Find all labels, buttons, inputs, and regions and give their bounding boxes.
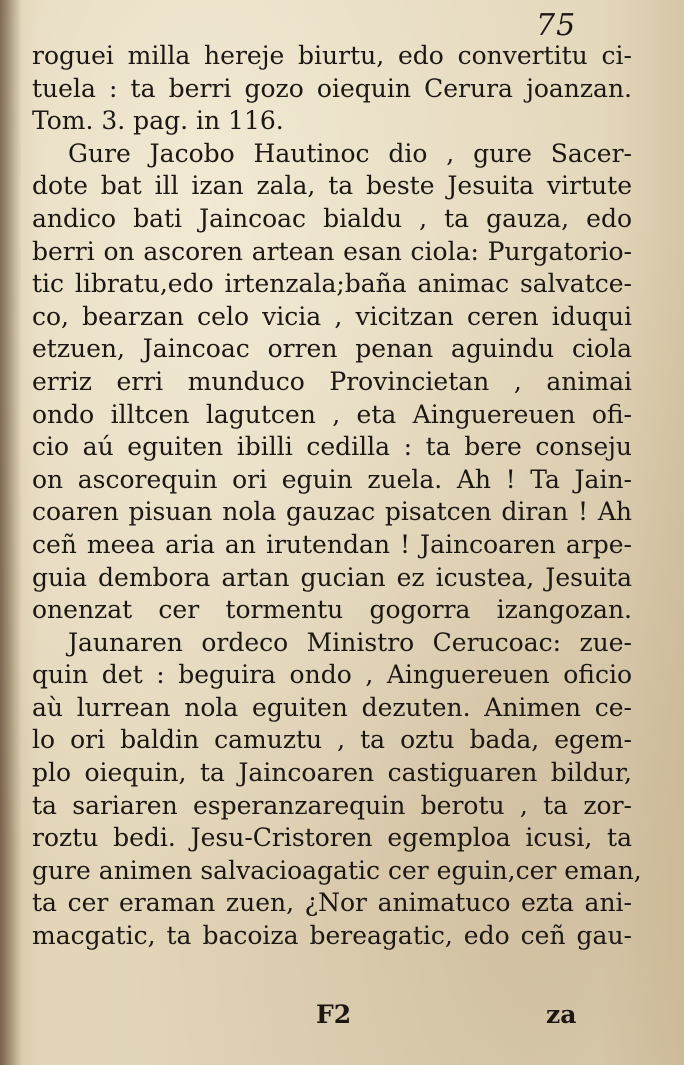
text-line: erriz erri munduco Provincietan , animai xyxy=(32,366,632,396)
text-line: andico bati Jaincoac bialdu , ta gauza, edo xyxy=(32,203,632,233)
page-number: 75 xyxy=(536,8,577,43)
text-line: quin det : beguira ondo , Ainguereuen oficio xyxy=(32,660,632,690)
text-line: cio aú eguiten ibilli cedilla : ta bere conseju xyxy=(32,432,632,462)
text-line: gure animen salvacioagatic cer eguin,cer eman, xyxy=(32,855,642,885)
text-line: ta cer eraman zuen, ¿Nor animatuco ezta ani- xyxy=(32,888,632,918)
text-line: Tom. 3. pag. in 116. xyxy=(32,106,284,136)
signature-mark: F2 xyxy=(316,1000,352,1029)
text-line: lo ori baldin camuztu , ta oztu bada, egem- xyxy=(32,725,632,755)
text-line: tuela : ta berri gozo oiequin Cerura joanzan. xyxy=(32,73,632,103)
text-line: Gure Jacobo Hautinoc dio , gure Sacer- xyxy=(68,138,632,168)
text-line: ta sariaren esperanzarequin berotu , ta zor- xyxy=(32,790,632,820)
page-footer xyxy=(0,1000,684,1040)
text-line: aù lurrean nola eguiten dezuten. Animen ce- xyxy=(32,692,632,722)
text-line: guia dembora artan gucian ez icustea, Jesuita xyxy=(32,562,632,592)
text-line: berri on ascoren artean esan ciola: Purgatorio- xyxy=(32,236,632,266)
text-line: roztu bedi. Jesu-Cristoren egemploa icusi, ta xyxy=(32,823,632,853)
text-line: on ascorequin ori eguin zuela. Ah ! Ta Jain- xyxy=(32,464,632,494)
text-line: ondo illtcen lagutcen , eta Ainguereuen ofi- xyxy=(32,399,632,429)
text-line: plo oiequin, ta Jaincoaren castiguaren bildur, xyxy=(32,758,632,788)
catchword: za xyxy=(546,1000,577,1029)
text-line: ceñ meea aria an irutendan ! Jaincoaren arpe- xyxy=(32,529,632,559)
page-gutter-shadow xyxy=(0,0,22,1065)
text-line: tic libratu,edo irtenzala;baña animac salvatce- xyxy=(32,269,632,299)
text-line: co, bearzan celo vicia , vicitzan ceren iduqui xyxy=(32,301,632,331)
text-line: Jaunaren ordeco Ministro Cerucoac: zue- xyxy=(68,627,632,657)
text-line: etzuen, Jaincoac orren penan aguindu ciola xyxy=(32,334,632,364)
text-line: macgatic, ta bacoiza bereagatic, edo ceñ gau- xyxy=(32,921,632,951)
text-block xyxy=(32,40,642,953)
text-line: onenzat cer tormentu gogorra izangozan. xyxy=(32,595,632,625)
text-line: dote bat ill izan zala, ta beste Jesuita virtute xyxy=(32,171,632,201)
text-line: coaren pisuan nola gauzac pisatcen diran ! Ah xyxy=(32,497,632,527)
text-line: roguei milla hereje biurtu, edo convertitu ci- xyxy=(32,41,632,70)
